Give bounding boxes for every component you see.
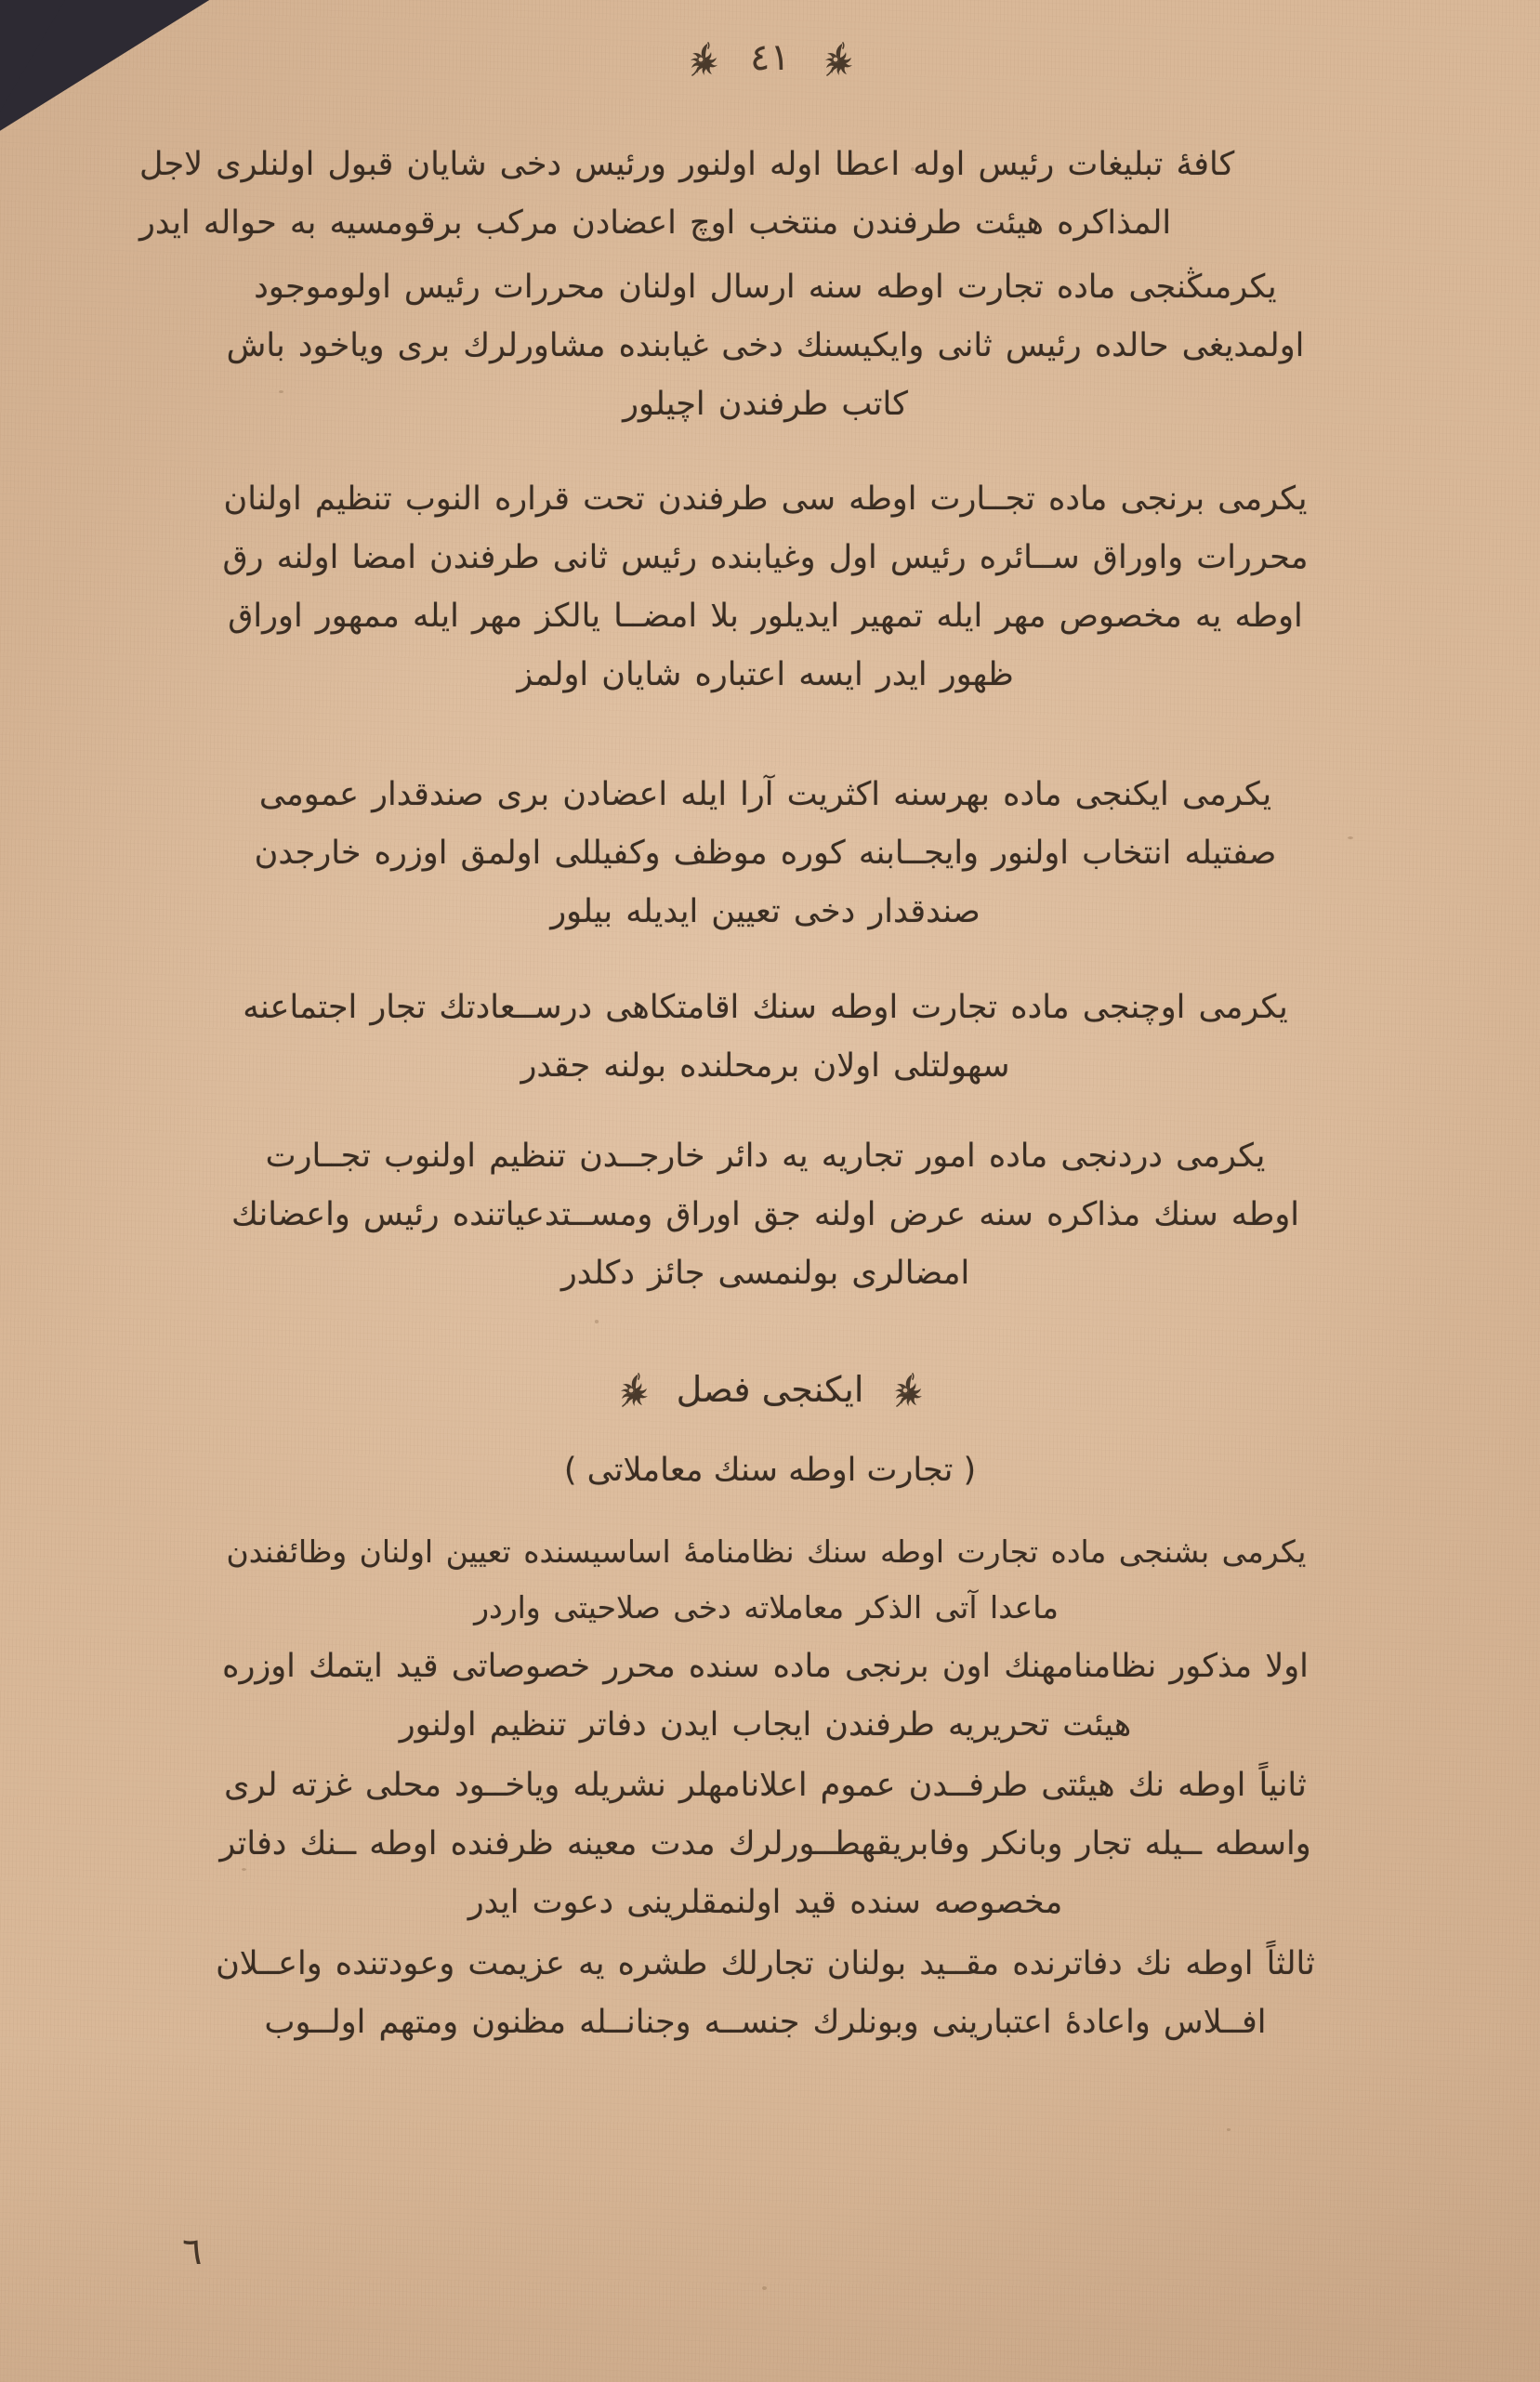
folio-number: ٤١ xyxy=(750,36,790,79)
running-head xyxy=(0,36,1540,79)
text-line: يكرمى برنجى ماده تجــارت اوطه سى طرفندن تحت قراره النوب تنظيم اولنان xyxy=(223,480,1308,518)
floral-ornament-icon xyxy=(687,42,718,77)
text-line: يكرمى اوچنجى ماده تجارت اوطه سنك اقامتكاهى درســعادتك تجار اجتماعنه xyxy=(243,989,1288,1026)
text-line: يكرمى ايكنجى ماده بهرسنه اكثريت آرا ايله اعضادن برى صندقدار عمومى xyxy=(258,776,1272,813)
paragraph-ordinal-second xyxy=(135,1757,1396,1932)
paragraph-ordinal-first xyxy=(139,1638,1391,1755)
text-line: ظهور ايدر ايسه اعتباره شايان اولمز xyxy=(517,656,1014,693)
text-line: كاتب طرفندن اچيلور xyxy=(623,386,908,423)
paragraph-continuation xyxy=(139,136,1391,253)
chapter-heading xyxy=(0,1368,1540,1413)
text-line: اولا مذكور نظامنامهنك اون برنجى ماده سنده محرر خصوصاتى قيد ايتمك اوزره xyxy=(222,1648,1309,1685)
text-line: سهولتلى اولان برمحلنده بولنه جقدر xyxy=(520,1047,1010,1085)
text-line: كافهٔ تبليغات رئيس اوله اعطا اوله اولنور ورئيس دخى شايان قبول اولنلرى لاجل xyxy=(139,146,1235,183)
floral-ornament-icon xyxy=(891,1373,923,1408)
paragraph-article-22 xyxy=(139,766,1391,941)
text-line: هيئت تحريريه طرفندن ايجاب ايدن دفاتر تنظيم اولنور xyxy=(399,1706,1132,1744)
text-line: المذاكره هيئت طرفندن منتخب اوچ اعضادن مركب برقومسيه به حواله ايدر xyxy=(139,204,1172,242)
paragraph-article-23 xyxy=(139,979,1391,1096)
text-line: اولمديغى حالده رئيس ثانى وايكيسنك دخى غيابنده مشاورلرك برى وياخود باش xyxy=(226,327,1305,364)
text-line: صفتيله انتخاب اولنور وايجــابنه كوره موظف وكفيللى اولمق اوزره خارجدن xyxy=(254,835,1277,872)
signature-mark: ٦ xyxy=(182,2231,203,2273)
text-line: ثالثاً اوطه نك دفاترنده مقــيد بولنان تجارلك طشره يه عزيمت وعودتنده واعــلان xyxy=(216,1945,1315,1982)
paragraph-article-21 xyxy=(139,470,1391,704)
paragraph-article-24 xyxy=(139,1127,1391,1303)
text-line: مخصوصه سنده قيد اولنمقلرينى دعوت ايدر xyxy=(467,1884,1063,1921)
floral-ornament-icon xyxy=(822,42,853,77)
text-line: محررات واوراق ســائره رئيس اول وغيابنده رئيس ثانى طرفندن امضا اولنه رق xyxy=(222,539,1309,576)
text-line: افــلاس واعادهٔ اعتبارينى وبونلرك جنســه وجنانــله مظنون ومتهم اولــوب xyxy=(264,2004,1267,2041)
paragraph-article-19 xyxy=(139,258,1391,434)
text-line: ثانياً اوطه نك هيئتى طرفــدن عموم اعلانامهلر نشريله وياخــود محلى غزته لرى xyxy=(224,1767,1307,1804)
text-line: واسطه ــيله تجار وبانكر وفابريقهطــورلرك مدت معينه ظرفنده اوطه ــنك دفاتر xyxy=(219,1825,1311,1862)
text-line: صندقدار دخى تعيين ايديله بيلور xyxy=(550,893,981,930)
text-line: اوطه يه مخصوص مهر ايله تمهير ايديلور بلا امضــا يالكز مهر ايله ممهور اوراق xyxy=(228,598,1303,635)
text-line: يكرمى بشنجى ماده تجارت اوطه سنك نظامنامهٔ اساسيسنده تعيين اولنان وظائفندن xyxy=(226,1533,1307,1570)
text-line: ماعدا آتى الذكر معاملاته دخى صلاحيتى واردر xyxy=(474,1589,1059,1625)
text-line: يكرمى دردنجى ماده امور تجاريه يه دائر خارجــدن تنظيم اولنوب تجــارت xyxy=(265,1138,1266,1175)
text-line: امضالرى بولنمسى جائز دكلدر xyxy=(560,1255,970,1292)
paragraph-ordinal-third xyxy=(135,1935,1396,2052)
floral-ornament-icon xyxy=(617,1373,649,1408)
paragraph-article-25 xyxy=(123,1524,1410,1636)
text-line: اوطه سنك مذاكره سنه عرض اولنه جق اوراق ومســتدعياتنده رئيس واعضانك xyxy=(230,1196,1300,1233)
chapter-title: ايكنجى فصل xyxy=(676,1369,864,1410)
chapter-subtitle: ( تجارت اوطه سنك معاملاتى ) xyxy=(563,1452,977,1489)
text-line: يكرمىڭنجى ماده تجارت اوطه سنه ارسال اولنان محررات رئيس اولوموجود xyxy=(254,269,1277,306)
